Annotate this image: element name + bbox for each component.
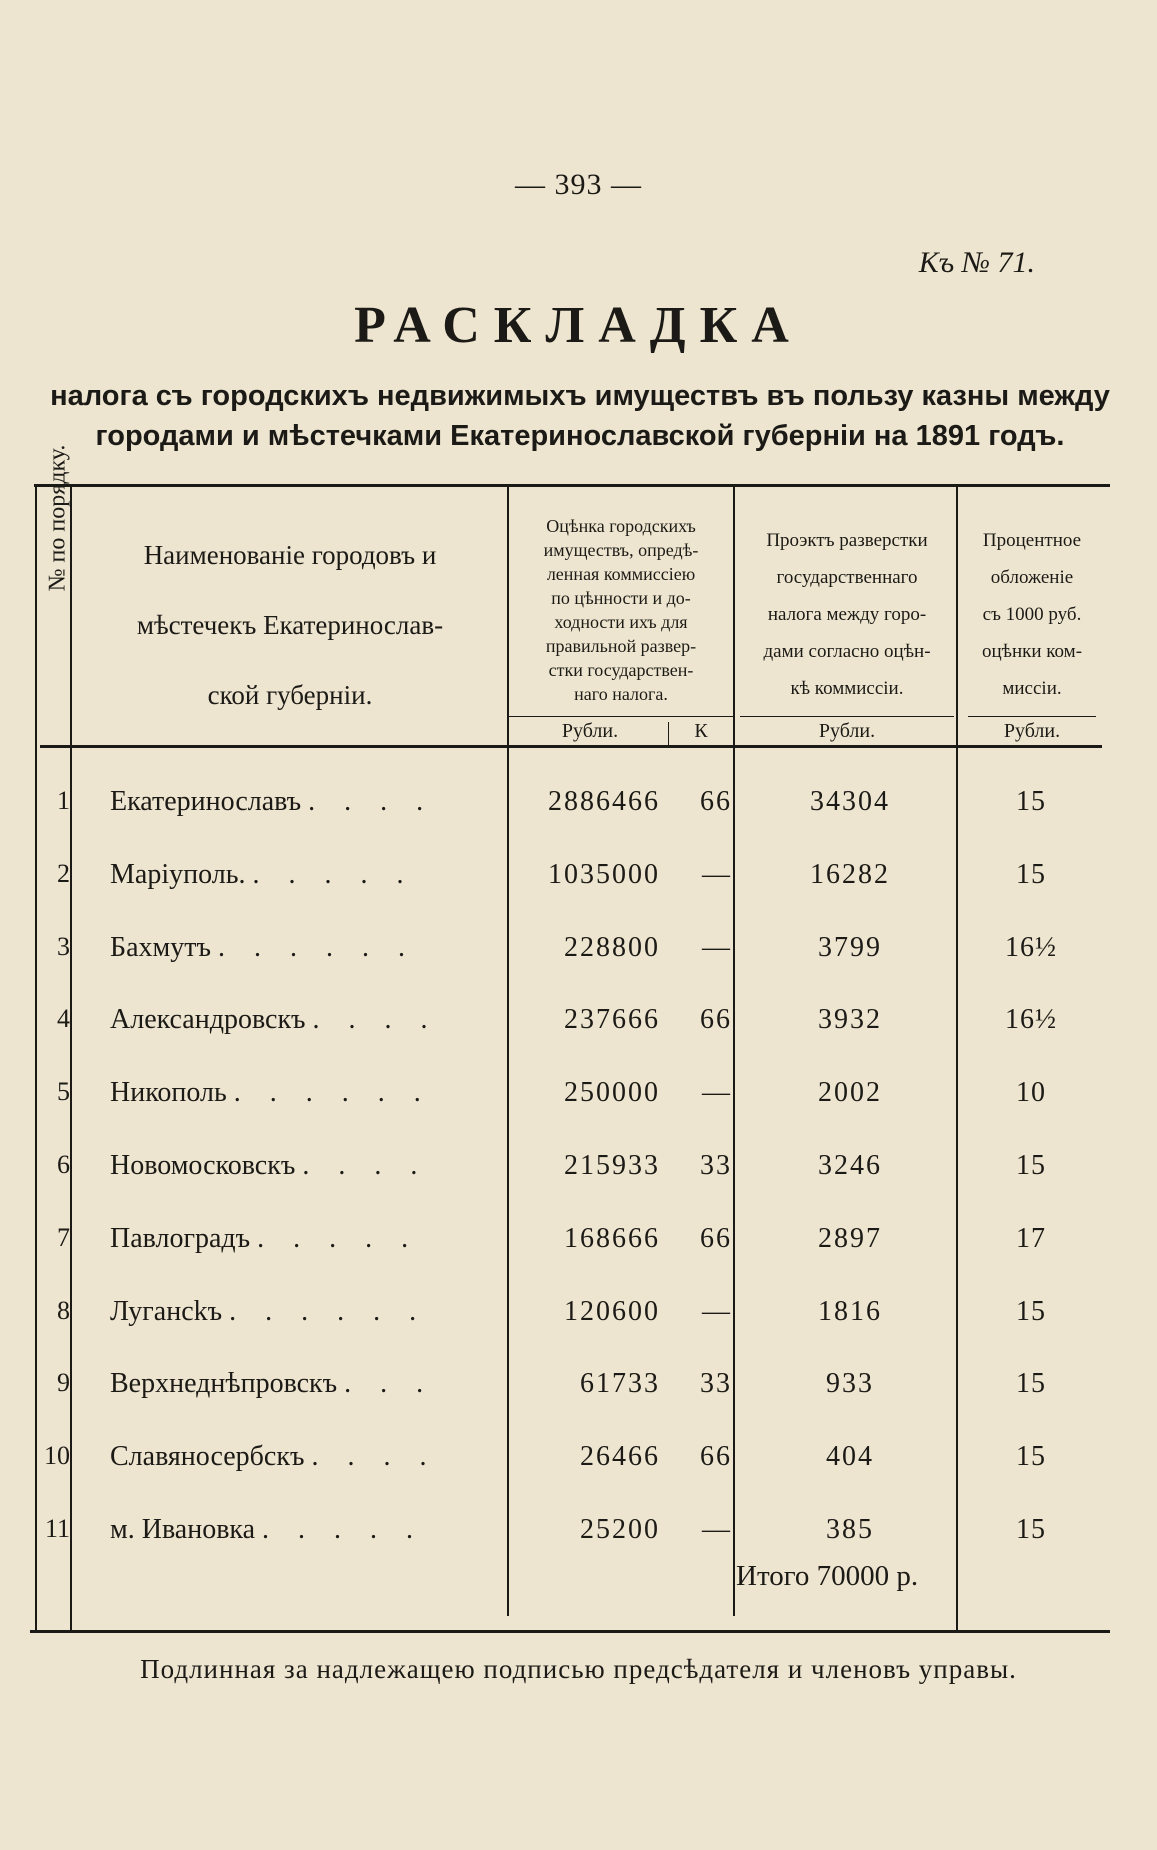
header-project bbox=[738, 522, 956, 707]
valuation-rubles: 168666 bbox=[564, 1223, 660, 1254]
header-valuation-line: наго налога. bbox=[574, 684, 668, 704]
table-row bbox=[0, 786, 1157, 846]
town-name bbox=[110, 1368, 490, 1400]
valuation-rubles: 237666 bbox=[564, 1004, 660, 1035]
unit-project-rubles: Рубли. bbox=[818, 720, 876, 742]
header-percent-line: оцѣнки ком- bbox=[981, 641, 1083, 662]
percent-rate: 15 bbox=[1016, 859, 1046, 890]
town-name-text: Маріуполь. bbox=[110, 859, 246, 890]
town-name bbox=[110, 786, 490, 818]
percent-rate: 16½ bbox=[1005, 932, 1057, 963]
valuation-kopecks: — bbox=[702, 1296, 732, 1327]
document-subtitle bbox=[30, 376, 1130, 456]
header-valuation bbox=[510, 514, 732, 706]
leader-dots: . . . . . . bbox=[233, 1077, 432, 1108]
row-number: 11 bbox=[44, 1514, 70, 1543]
percent-rate: 15 bbox=[1016, 1296, 1046, 1327]
table-top-rule bbox=[34, 484, 1110, 487]
row-number: 4 bbox=[57, 1004, 70, 1033]
table-row bbox=[0, 1514, 1157, 1574]
header-percent-line: Процентное bbox=[982, 530, 1082, 551]
valuation-rubles: 215933 bbox=[564, 1150, 660, 1181]
town-name bbox=[110, 1441, 490, 1473]
town-name-text: Александровскъ bbox=[110, 1004, 306, 1035]
header-number-text: № по порядку. bbox=[44, 444, 71, 592]
unit-valuation-kopecks: К bbox=[694, 720, 708, 742]
town-name-text: Екатеринославъ bbox=[110, 786, 302, 817]
leader-dots: . . . . . bbox=[252, 859, 415, 890]
valuation-rubles: 1035000 bbox=[548, 859, 660, 890]
valuation-rubles: 26466 bbox=[580, 1441, 660, 1472]
town-name bbox=[110, 1077, 490, 1109]
row-number: 9 bbox=[57, 1368, 70, 1397]
project-rubles: 3799 bbox=[818, 932, 882, 963]
town-name bbox=[110, 1514, 490, 1546]
project-rubles: 933 bbox=[826, 1368, 874, 1399]
percent-rate: 15 bbox=[1016, 1368, 1046, 1399]
leader-dots: . . . . . . bbox=[217, 932, 416, 963]
unit-valuation-rubles: Рубли. bbox=[561, 720, 619, 742]
page-number: — 393 — bbox=[515, 168, 642, 201]
header-valuation-line: ходности ихъ для bbox=[554, 612, 688, 632]
valuation-kopecks: — bbox=[702, 859, 732, 890]
town-name-text: Павлоградъ bbox=[110, 1223, 251, 1254]
valuation-rubles: 25200 bbox=[580, 1514, 660, 1545]
header-valuation-line: правильной развер- bbox=[545, 636, 697, 656]
header-name-line: ской губерніи. bbox=[207, 680, 373, 710]
appendix-reference: Къ № 71. bbox=[918, 246, 1035, 279]
row-number: 8 bbox=[57, 1296, 70, 1325]
leader-dots: . . . . . bbox=[257, 1223, 420, 1254]
column-border-kopecks bbox=[668, 722, 669, 746]
header-percent bbox=[960, 522, 1104, 707]
leader-dots: . . . . bbox=[311, 1441, 438, 1472]
percent-rate: 17 bbox=[1016, 1223, 1046, 1254]
unit-rule-project bbox=[740, 716, 954, 717]
valuation-kopecks: 66 bbox=[700, 786, 732, 817]
table-row bbox=[0, 1441, 1157, 1501]
percent-rate: 10 bbox=[1016, 1077, 1046, 1108]
town-name bbox=[110, 859, 490, 891]
leader-dots: . . . . . bbox=[262, 1514, 425, 1545]
town-name bbox=[110, 1296, 490, 1328]
project-rubles: 3932 bbox=[818, 1004, 882, 1035]
valuation-kopecks: — bbox=[702, 1514, 732, 1545]
town-name-text: м. Ивановка bbox=[110, 1514, 256, 1545]
header-valuation-line: ленная коммиссіею bbox=[546, 564, 696, 584]
project-rubles: 3246 bbox=[818, 1150, 882, 1181]
row-number: 7 bbox=[57, 1223, 70, 1252]
town-name bbox=[110, 1004, 490, 1036]
table-row bbox=[0, 1223, 1157, 1283]
header-project-line: государственнаго bbox=[776, 567, 918, 588]
town-name-text: Славяносербскъ bbox=[110, 1441, 305, 1472]
table-row bbox=[0, 1296, 1157, 1356]
project-rubles: 34304 bbox=[810, 786, 890, 817]
town-name-text: Никополь bbox=[110, 1077, 227, 1108]
header-valuation-line: Оцѣнка городскихъ bbox=[546, 516, 696, 536]
valuation-rubles: 120600 bbox=[564, 1296, 660, 1327]
town-name-text: Новомосковскъ bbox=[110, 1150, 296, 1181]
header-project-line: налога между горо- bbox=[767, 604, 927, 625]
unit-rule-valuation bbox=[508, 716, 733, 717]
town-name-text: Бахмутъ bbox=[110, 932, 211, 963]
table-row bbox=[0, 859, 1157, 919]
percent-rate: 15 bbox=[1016, 1441, 1046, 1472]
header-project-line: дами согласно оцѣн- bbox=[763, 641, 931, 662]
header-project-line: кѣ коммиссіи. bbox=[790, 678, 904, 699]
valuation-rubles: 2886466 bbox=[548, 786, 660, 817]
leader-dots: . . . . bbox=[312, 1004, 439, 1035]
valuation-rubles: 228800 bbox=[564, 932, 660, 963]
total: Итого 70000 р. bbox=[736, 1560, 919, 1592]
header-name-line: мѣстечекъ Екатеринослав- bbox=[136, 610, 444, 640]
header-valuation-line: имуществъ, опредѣ- bbox=[543, 540, 699, 560]
project-rubles: 16282 bbox=[810, 859, 890, 890]
header-name bbox=[80, 520, 500, 730]
subtitle-line-1: налога съ городскихъ недвижимыхъ имуществъ въ пользу казны между bbox=[50, 380, 1110, 412]
table-row bbox=[0, 1004, 1157, 1064]
valuation-rubles: 61733 bbox=[580, 1368, 660, 1399]
table-row bbox=[0, 1368, 1157, 1428]
header-valuation-line: стки государствен- bbox=[548, 660, 694, 680]
table-row bbox=[0, 1150, 1157, 1210]
project-rubles: 404 bbox=[826, 1441, 874, 1472]
header-percent-line: съ 1000 руб. bbox=[982, 604, 1082, 625]
valuation-kopecks: — bbox=[702, 1077, 732, 1108]
valuation-kopecks: 33 bbox=[700, 1368, 732, 1399]
town-name bbox=[110, 932, 490, 964]
leader-dots: . . . . bbox=[308, 786, 435, 817]
table-row bbox=[0, 1077, 1157, 1137]
town-name bbox=[110, 1150, 490, 1182]
header-percent-line: миссіи. bbox=[1002, 678, 1062, 699]
valuation-kopecks: — bbox=[702, 932, 732, 963]
table-row bbox=[0, 932, 1157, 992]
percent-rate: 16½ bbox=[1005, 1004, 1057, 1035]
percent-rate: 15 bbox=[1016, 1514, 1046, 1545]
percent-rate: 15 bbox=[1016, 786, 1046, 817]
town-name-text: Лугансkъ bbox=[110, 1296, 223, 1327]
project-rubles: 1816 bbox=[818, 1296, 882, 1327]
valuation-kopecks: 33 bbox=[700, 1150, 732, 1181]
footer-note: Подлинная за надлежащею подписью предсѣдателя и членовъ управы. bbox=[140, 1654, 1017, 1684]
percent-rate: 15 bbox=[1016, 1150, 1046, 1181]
row-number: 6 bbox=[57, 1150, 70, 1179]
header-valuation-line: по цѣнности и до- bbox=[551, 588, 691, 608]
document-title: РАСКЛАДКА bbox=[354, 297, 803, 354]
valuation-kopecks: 66 bbox=[700, 1004, 732, 1035]
valuation-kopecks: 66 bbox=[700, 1223, 732, 1254]
subtitle-line-2: городами и мѣстечками Екатеринославской губерніи на 1891 годъ. bbox=[95, 420, 1065, 452]
project-rubles: 2002 bbox=[818, 1077, 882, 1108]
header-name-line: Наименованіе городовъ и bbox=[143, 540, 437, 570]
town-name bbox=[110, 1223, 490, 1255]
row-number: 1 bbox=[57, 786, 70, 815]
valuation-kopecks: 66 bbox=[700, 1441, 732, 1472]
leader-dots: . . . . . . bbox=[229, 1296, 428, 1327]
row-number: 10 bbox=[44, 1441, 70, 1470]
header-percent-line: обложеніе bbox=[990, 567, 1074, 588]
table-header-rule bbox=[40, 745, 1102, 748]
unit-rule-percent bbox=[968, 716, 1096, 717]
row-number: 5 bbox=[57, 1077, 70, 1106]
leader-dots: . . . . bbox=[302, 1150, 429, 1181]
row-number: 3 bbox=[57, 932, 70, 961]
project-rubles: 385 bbox=[826, 1514, 874, 1545]
table-bottom-rule bbox=[30, 1630, 1110, 1633]
town-name-text: Верхнеднѣпровскъ bbox=[110, 1368, 338, 1399]
leader-dots: . . . bbox=[344, 1368, 435, 1399]
valuation-rubles: 250000 bbox=[564, 1077, 660, 1108]
project-rubles: 2897 bbox=[818, 1223, 882, 1254]
row-number: 2 bbox=[57, 859, 70, 888]
header-project-line: Проэктъ разверстки bbox=[766, 530, 928, 551]
unit-percent-rubles: Рубли. bbox=[1003, 720, 1061, 742]
